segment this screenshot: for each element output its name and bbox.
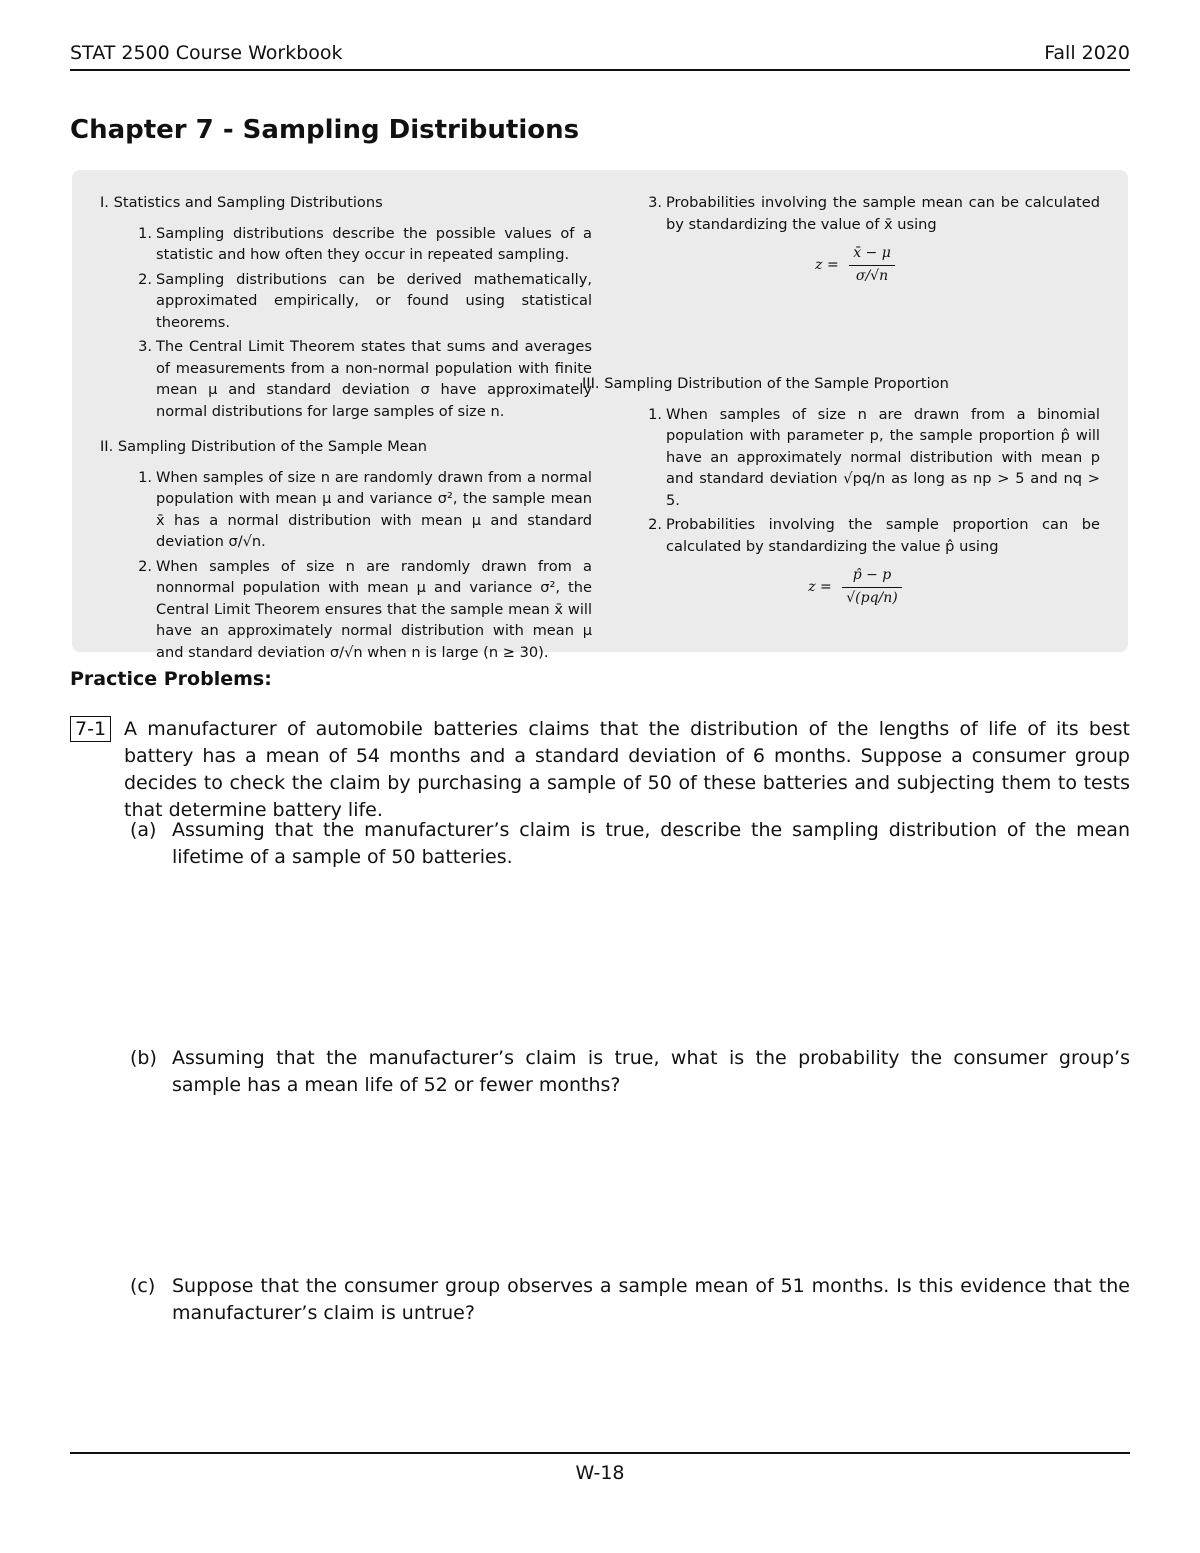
- footer-rule: [70, 1452, 1130, 1454]
- problem-text: A manufacturer of automobile batteries claims that the distribution of the lengths of life of its best battery has a mean of 54 months and a standard deviation of 6 months. Suppose a consumer group decides to check the claim by purchasing a sample of 50 of these batteries and subjecting them to tests that determine battery life.: [124, 718, 1130, 821]
- section-1-title: I. Statistics and Sampling Distributions: [100, 194, 383, 211]
- part-text: Assuming that the manufacturer’s claim is true, what is the probability the consumer group’s sample has a mean life of 52 or fewer months?: [172, 1047, 1130, 1096]
- section-3-list: [610, 404, 1100, 558]
- z-formula-mean: z = $\frac{x̄ - \mu}{\sigma/√n}$: [610, 243, 1100, 287]
- section-2-title: II. Sampling Distribution of the Sample Mean: [100, 438, 428, 455]
- page-header: [70, 42, 1130, 68]
- list-item: 3. The Central Limit Theorem states that sums and averages of measurements from a non-normal population with finite mean μ and standard deviation σ have approximately normal distributions for large samples of size n.: [138, 338, 592, 420]
- list-item: 1. Sampling distributions describe the possible values of a statistic and how often they occur in repeated sampling.: [138, 224, 592, 263]
- problem-number: 7-1: [70, 716, 111, 742]
- practice-heading: Practice Problems:: [70, 668, 272, 690]
- list-item: 2. Sampling distributions can be derived mathematically, approximated empirically, or found using statistical theorems.: [138, 270, 592, 331]
- section-2-list: [100, 467, 592, 664]
- summary-right-column: [582, 192, 1100, 619]
- list-item: 2. Probabilities involving the sample proportion can be calculated by standardizing the value p̂ using: [648, 516, 1100, 555]
- list-item: 1. When samples of size n are drawn from a binomial population with parameter p, the sample proportion p̂ will have an approximately normal distribution with mean p and standard deviation √pq/n as long as np > 5 and nq > 5.: [648, 405, 1100, 509]
- part-label: (b): [130, 1047, 157, 1069]
- section-2-list-cont: [610, 192, 1100, 235]
- problem-part-b: [130, 1045, 1130, 1099]
- part-label: (c): [130, 1275, 156, 1297]
- list-item: 3. Probabilities involving the sample mean can be calculated by standardizing the value of x̄ using: [648, 194, 1100, 233]
- list-item: 2. When samples of size n are randomly drawn from a nonnormal population with mean μ and variance σ², the Central Limit Theorem ensures that the sample mean x̄ will have an approximately normal distribution with mean μ and standard deviation σ/√n when n is large (n ≥ 30).: [138, 557, 592, 661]
- part-label: (a): [130, 819, 157, 841]
- list-item: 1. When samples of size n are randomly drawn from a normal population with mean μ and variance σ², the sample mean x̄ has a normal distribution with mean μ and standard deviation σ/√n.: [138, 468, 592, 550]
- header-rule: [70, 69, 1130, 71]
- z-formula-proportion: z = $\frac{p̂ - p}{√(pq/n)}$: [610, 565, 1100, 609]
- section-1-list: [100, 223, 592, 423]
- part-text: Suppose that the consumer group observes a sample mean of 51 months. Is this evidence that the manufacturer’s claim is untrue?: [172, 1275, 1130, 1324]
- chapter-title: Chapter 7 - Sampling Distributions: [70, 115, 580, 145]
- course-title: STAT 2500 Course Workbook: [70, 42, 343, 64]
- problem-part-a: [130, 817, 1130, 871]
- problem-7-1: [70, 716, 1130, 824]
- term-label: Fall 2020: [1044, 42, 1130, 64]
- summary-box: [72, 170, 1128, 661]
- section-3-title: III. Sampling Distribution of the Sample Proportion: [582, 375, 949, 392]
- part-text: Assuming that the manufacturer’s claim is true, describe the sampling distribution of the mean lifetime of a sample of 50 batteries.: [172, 819, 1130, 868]
- summary-left-column: [100, 192, 592, 666]
- page-number: W-18: [575, 1462, 625, 1484]
- problem-part-c: [130, 1273, 1130, 1327]
